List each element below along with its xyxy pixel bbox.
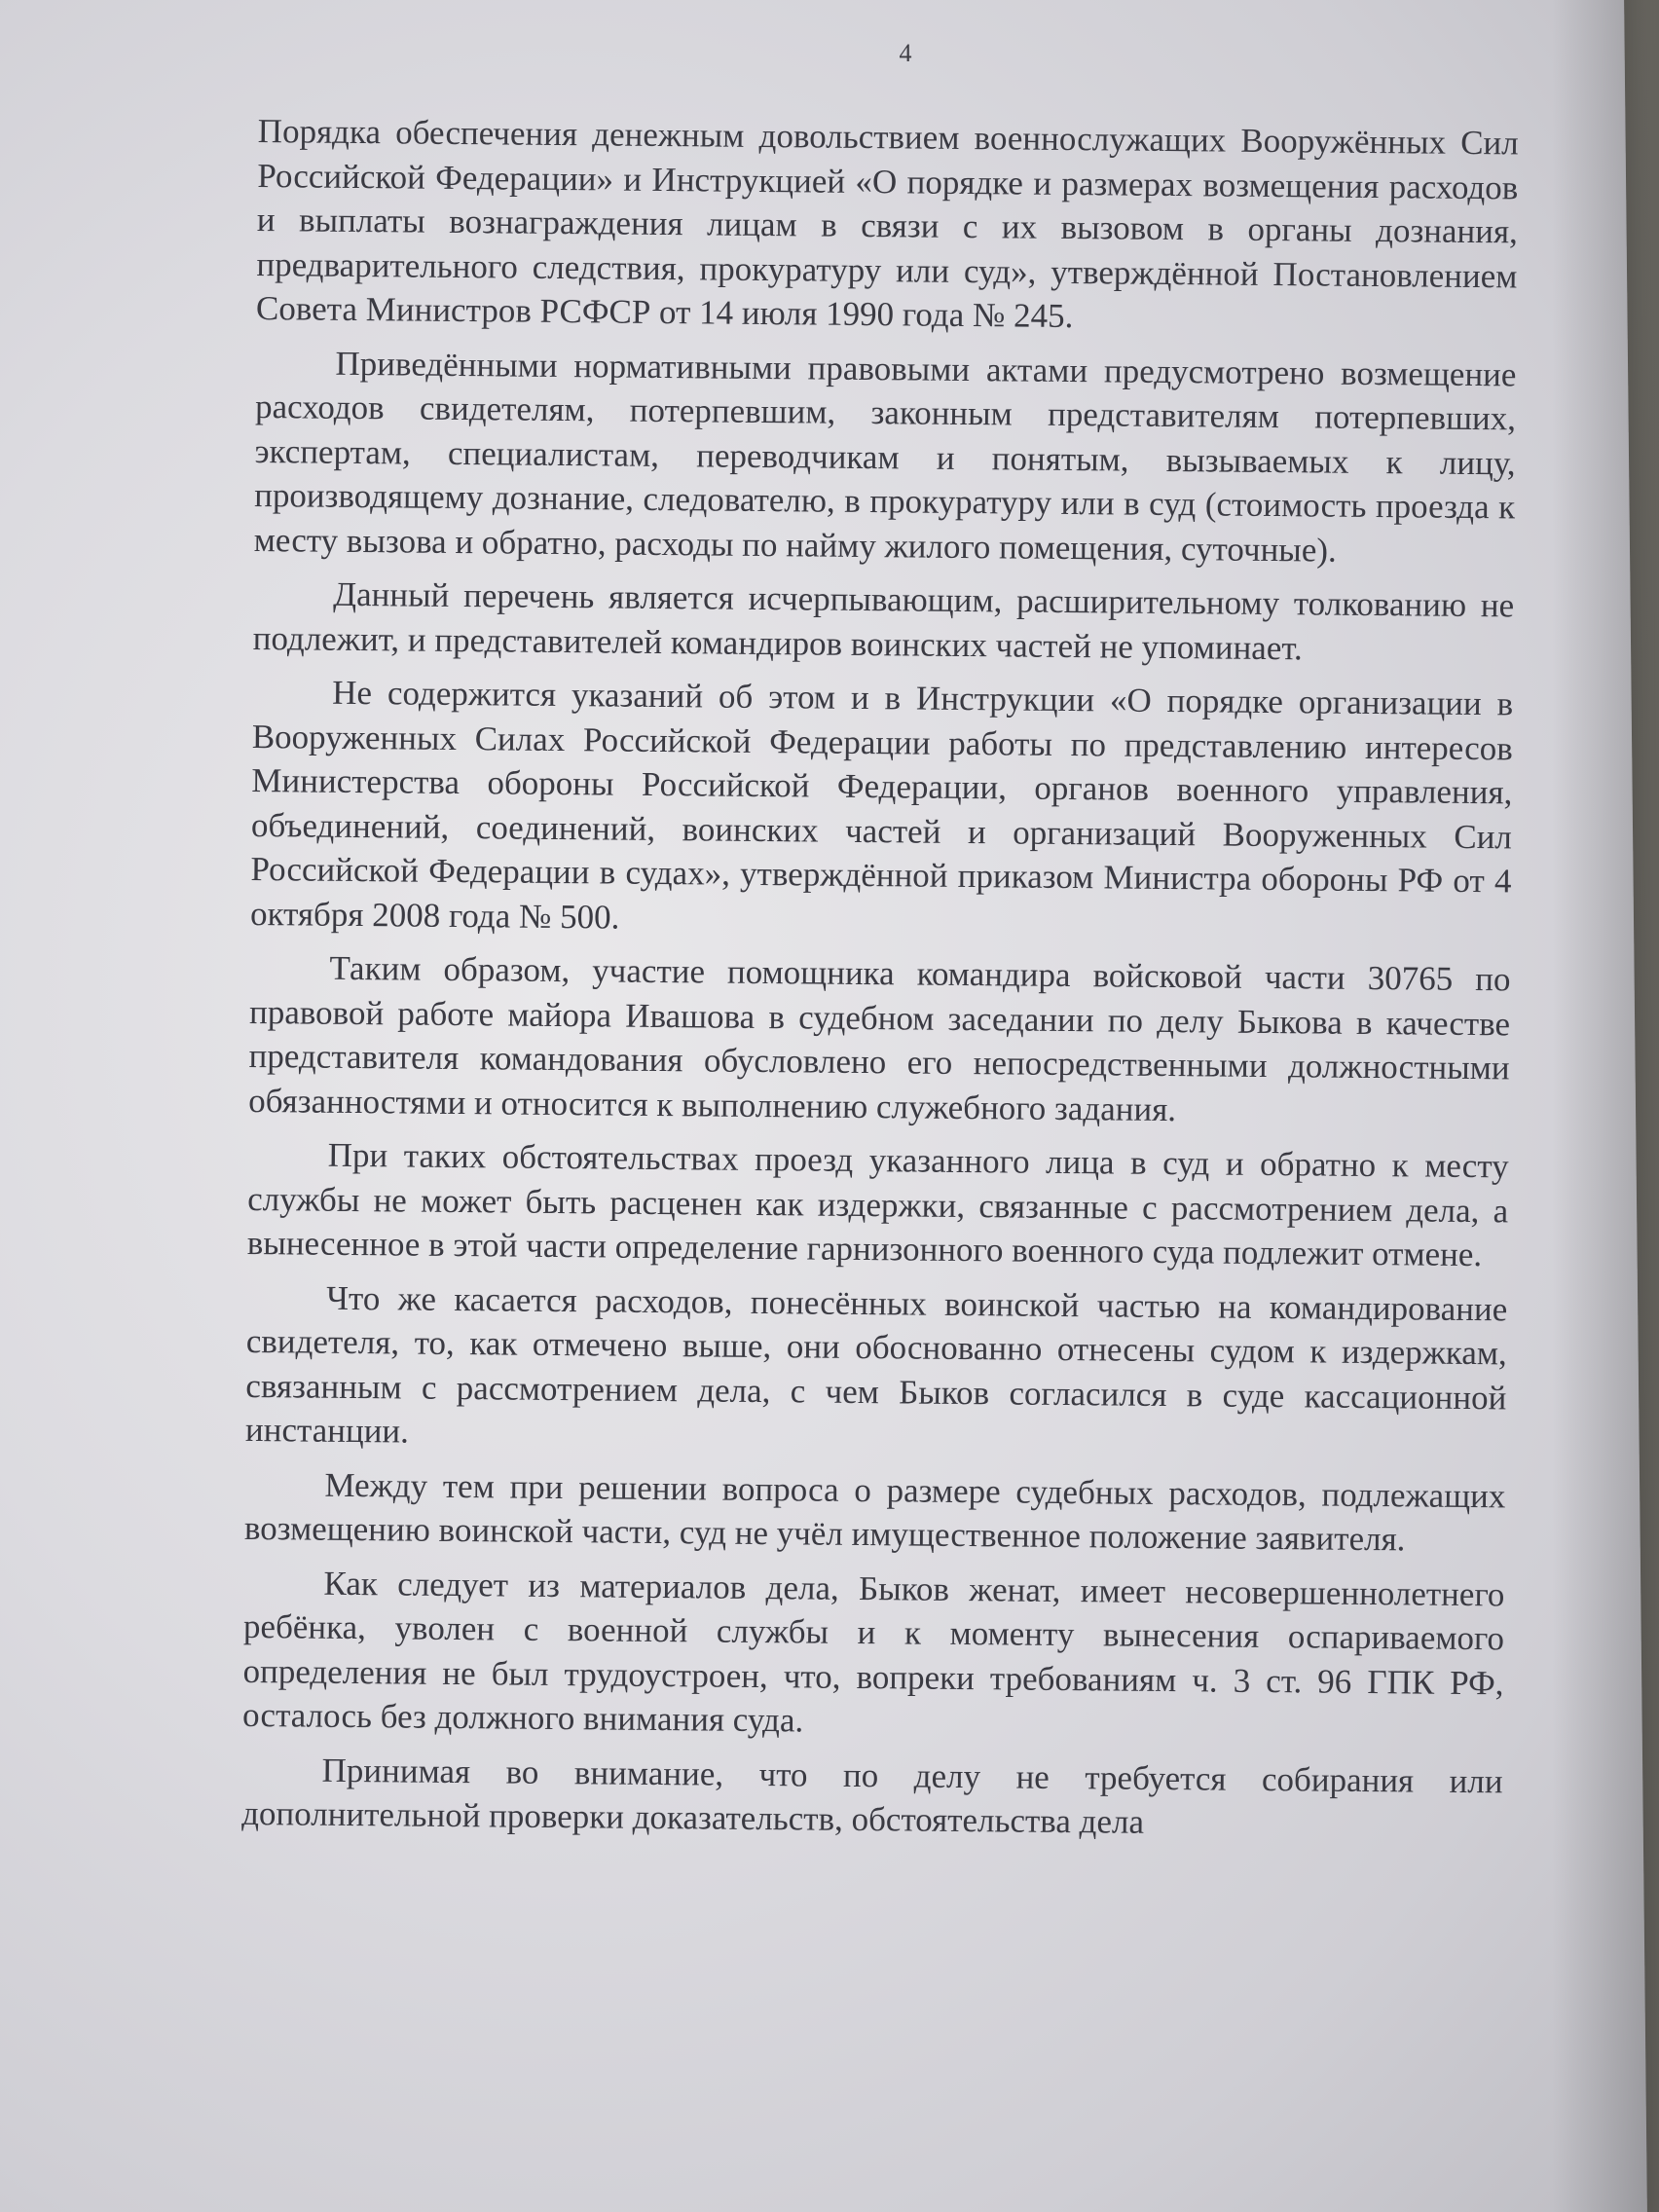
paragraph-3: Данный перечень является исчерпывающим, расширительному толкованию не подлежит, и представителей командиров воинских частей не упоминает. xyxy=(252,574,1515,667)
paragraph-6: При таких обстоятельствах проезд указанного лица в суд и обратно к месту службы не может быть расценен как издержки, связанные с рассмотрением дела, а вынесенное в этой части определение гарнизонного военного суда подлежит отмене. xyxy=(246,1135,1509,1274)
paragraph-2: Приведёнными нормативными правовыми актами предусмотрено возмещение расходов свидетелям, потерпевшим, законным представителям потерпевших, экспертам, специалистам, переводчикам и понятым, вызываемых к лицу, производящему дознание, следователю, в прокуратуру или в суд (стоимость проезда к месту вызова и обратно, расходы по найму жилого помещения, суточные). xyxy=(253,344,1517,570)
paragraph-5: Таким образом, участие помощника командира войсковой части 30765 по правовой работе майора Ивашова в судебном заседании по делу Быкова в качестве представителя командования обусловлено его непосредственными должностными обязанностями и относится к выполнению служебного задания. xyxy=(248,948,1511,1128)
paragraph-4: Не содержится указаний об этом и в Инструкции «О порядке организации в Вооруженных Силах Российской Федерации работы по представлению интересов Министерства обороны Российской Федерации, органов военного управления, объединений, соединений, воинских частей и организаций Вооруженных Сил Российской Федерации в судах», утверждённой приказом Министра обороны РФ от 4 октября 2008 года № 500. xyxy=(249,673,1514,937)
paragraph-8: Между тем при решении вопроса о размере судебных расходов, подлежащих возмещению воинской части, суд не учёл имущественное положение заявителя. xyxy=(243,1465,1506,1559)
paragraph-9: Как следует из материалов дела, Быков женат, имеет несовершеннолетнего ребёнка, уволен с военной службы и к моменту вынесения оспариваемого определения не был трудоустроен, что, вопреки требованиям ч. 3 ст. 96 ГПК РФ, осталось без должного внимания суда. xyxy=(241,1564,1505,1740)
page-number: 4 xyxy=(899,39,912,67)
document-body xyxy=(241,109,1519,1858)
paragraph-7: Что же касается расходов, понесённых воинской частью на командирование свидетеля, то, как отмечено выше, они обоснованно отнесены судом к издержкам, связанным с рассмотрением дела, с чем Быков согласился в суде кассационной инстанции. xyxy=(244,1278,1508,1451)
paragraph-10: Принимая во внимание, что по делу не требуется собирания или дополнительной проверки доказательств, обстоятельства дела xyxy=(241,1751,1503,1841)
paragraph-1: Порядка обеспечения денежным довольствием военнослужащих Вооружённых Сил Российской Федерации» и Инструкцией «О порядке и размерах возмещения расходов и выплаты вознаграждения лицам в связи с их вызовом в органы дознания, предварительного следствия, прокуратуру или суд», утверждённой Постановлением Совета Министров РСФСР от 14 июля 1990 года № 245. xyxy=(255,111,1519,336)
